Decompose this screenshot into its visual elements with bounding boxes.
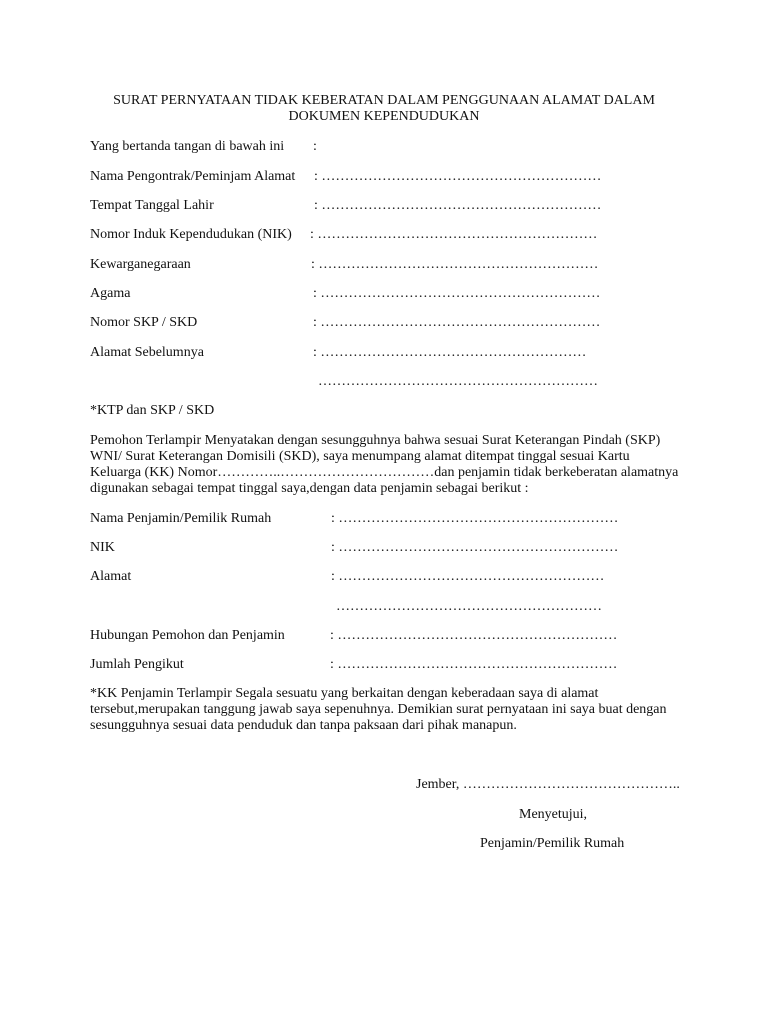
approval-label: Menyetujui, [519, 807, 588, 822]
guarantor-label-nik: NIK [90, 540, 115, 555]
intro-label: Yang bertanda tangan di bawah ini [90, 139, 285, 154]
guarantor-label-address: Alamat [90, 569, 132, 584]
guarantor-value-name: : …………………………………………………… [331, 511, 619, 526]
field-value-prev-address-cont: …………………………………………………… [318, 374, 598, 389]
field-label-birth: Tempat Tanggal Lahir [90, 198, 214, 213]
field-value-prev-address: : ………………………………………………… [313, 345, 587, 360]
signer-role: Penjamin/Pemilik Rumah [480, 836, 625, 851]
place-date: Jember, ……………………………………….. [416, 777, 680, 792]
closing-paragraph: *KK Penjamin Terlampir Segala sesuatu yang berkaitan dengan keberadaan saya di alamat tersebut,merupakan tanggung jawab saya sepenuhnya. Demikian surat pernyataan ini saya buat dengan sesungguhnya sesuai data penduduk dan tanpa paksaan dari pihak manapun. [90, 686, 667, 733]
intro-colon: : [313, 139, 317, 154]
field-value-birth: : …………………………………………………… [314, 198, 602, 213]
guarantor-value-nik: : …………………………………………………… [331, 540, 619, 555]
guarantor-value-address-cont: ………………………………………………… [336, 599, 602, 614]
document-title-line-2: DOKUMEN KEPENDUDUKAN [288, 109, 480, 124]
guarantor-label-name: Nama Penjamin/Pemilik Rumah [90, 511, 272, 526]
field-label-nik: Nomor Induk Kependudukan (NIK) [90, 227, 292, 242]
guarantor-label-followers: Jumlah Pengikut [90, 657, 184, 672]
guarantor-value-address: : ………………………………………………… [331, 569, 605, 584]
field-label-religion: Agama [90, 286, 131, 301]
statement-paragraph: Pemohon Terlampir Menyatakan dengan sesungguhnya bahwa sesuai Surat Keterangan Pindah (SKP) WNI/ Surat Keterangan Domisili (SKD), saya menumpang alamat ditempat tinggal sesuai Kartu Keluarga (KK) Nomor…………..……………………………dan penjamin tidak berkeberatan alamatnya digunakan sebagai tempat tinggal saya,dengan data penjamin sebagai berikut : [90, 433, 679, 496]
attachment-note: *KTP dan SKP / SKD [90, 403, 215, 418]
document-title-line-1: SURAT PERNYATAAN TIDAK KEBERATAN DALAM PENGGUNAAN ALAMAT DALAM [113, 93, 655, 108]
field-value-religion: : …………………………………………………… [313, 286, 601, 301]
field-label-prev-address: Alamat Sebelumnya [90, 345, 204, 360]
guarantor-value-followers: : …………………………………………………… [330, 657, 618, 672]
field-value-skp: : …………………………………………………… [313, 315, 601, 330]
guarantor-label-relation: Hubungan Pemohon dan Penjamin [90, 628, 285, 643]
field-value-nik: : …………………………………………………… [310, 227, 598, 242]
field-value-citizenship: : …………………………………………………… [311, 257, 599, 272]
guarantor-value-relation: : …………………………………………………… [330, 628, 618, 643]
field-value-name: : …………………………………………………… [314, 169, 602, 184]
field-label-name: Nama Pengontrak/Peminjam Alamat [90, 169, 296, 184]
field-label-skp: Nomor SKP / SKD [90, 315, 198, 330]
field-label-citizenship: Kewarganegaraan [90, 257, 191, 272]
